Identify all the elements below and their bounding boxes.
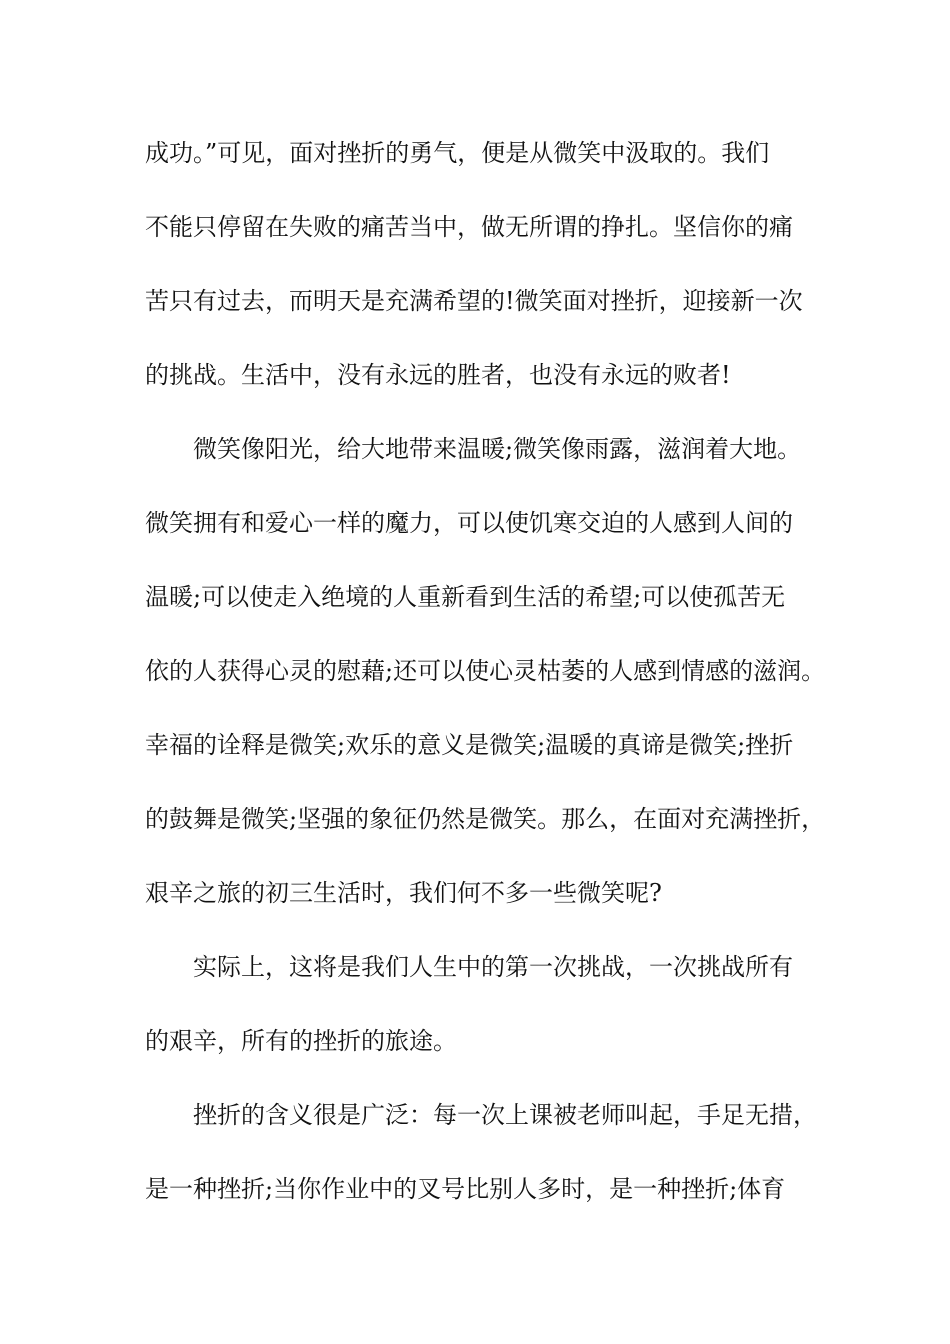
paragraph-first-line: 挫折的含义很是广泛：每一次上课被老师叫起，手足无措， <box>193 1101 817 1129</box>
text-line: 微笑拥有和爱心一样的魔力，可以使饥寒交迫的人感到人间的 <box>145 509 793 537</box>
paragraph-first-line: 微笑像阳光，给大地带来温暖;微笑像雨露，滋润着大地。 <box>193 435 802 463</box>
text-line: 依的人获得心灵的慰藉;还可以使心灵枯萎的人感到情感的滋润。 <box>145 657 826 685</box>
text-line: 幸福的诠释是微笑;欢乐的意义是微笑;温暖的真谛是微笑;挫折 <box>145 731 794 759</box>
text-line: 的鼓舞是微笑;坚强的象征仍然是微笑。那么，在面对充满挫折， <box>145 805 826 833</box>
text-line: 艰辛之旅的初三生活时，我们何不多一些微笑呢? <box>145 879 662 907</box>
paragraph-first-line: 实际上，这将是我们人生中的第一次挑战，一次挑战所有 <box>193 953 793 981</box>
text-line: 苦只有过去，而明天是充满希望的!微笑面对挫折，迎接新一次 <box>145 287 803 315</box>
text-line: 的挑战。生活中，没有永远的胜者，也没有永远的败者! <box>145 361 731 389</box>
text-line: 成功。”可见，面对挫折的勇气，便是从微笑中汲取的。我们 <box>145 139 770 167</box>
text-line: 温暖;可以使走入绝境的人重新看到生活的希望;可以使孤苦无 <box>145 583 786 611</box>
text-line: 不能只停留在失败的痛苦当中，做无所谓的挣扎。坚信你的痛 <box>145 213 793 241</box>
text-line: 是一种挫折;当你作业中的叉号比别人多时，是一种挫折;体育 <box>145 1175 786 1203</box>
text-line: 的艰辛，所有的挫折的旅途。 <box>145 1027 457 1055</box>
